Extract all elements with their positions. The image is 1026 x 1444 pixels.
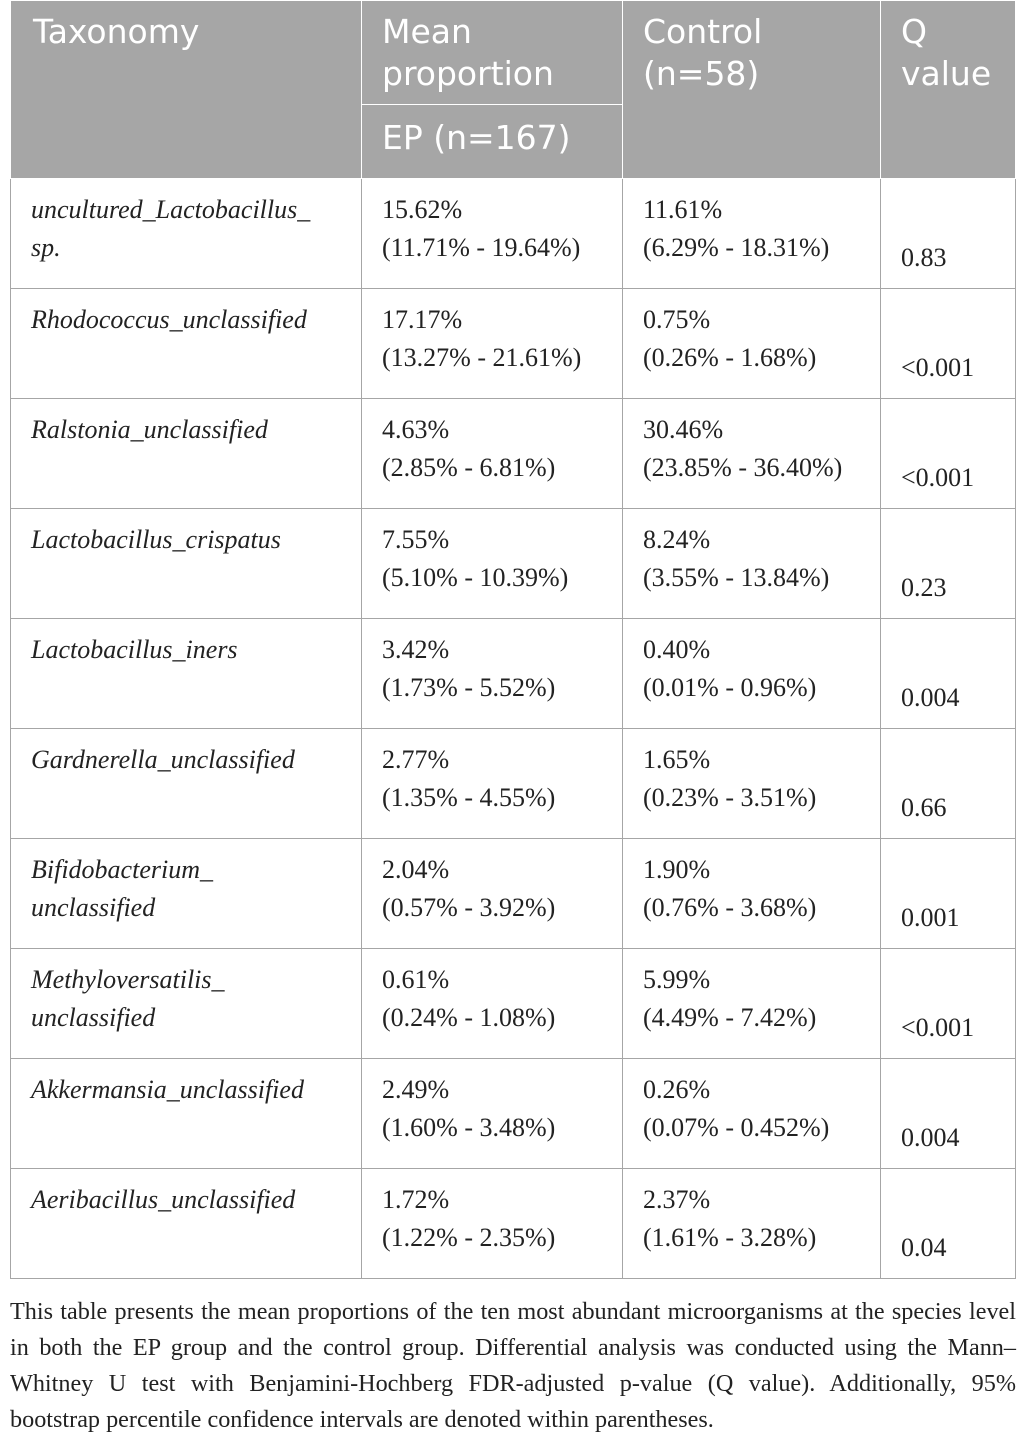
q-value-cell: 0.004	[881, 619, 1016, 729]
q-value-cell: 0.23	[881, 509, 1016, 619]
table-row	[11, 949, 1016, 1059]
ep-cell	[362, 399, 623, 509]
control-cell	[623, 399, 881, 509]
ep-mean-value: 2.49%	[382, 1075, 450, 1104]
control-cell	[623, 1059, 881, 1169]
control-mean-value: 2.37%	[643, 1185, 711, 1214]
control-confidence-interval: (0.76% - 3.68%)	[643, 893, 817, 922]
ep-mean-value: 15.62%	[382, 195, 463, 224]
control-confidence-interval: (4.49% - 7.42%)	[643, 1003, 817, 1032]
table-row	[11, 179, 1016, 289]
ep-cell	[362, 949, 623, 1059]
control-confidence-interval: (0.26% - 1.68%)	[643, 343, 817, 372]
control-cell	[623, 509, 881, 619]
ep-mean-value: 0.61%	[382, 965, 450, 994]
ep-cell	[362, 179, 623, 289]
control-confidence-interval: (0.01% - 0.96%)	[643, 673, 817, 702]
control-confidence-interval: (6.29% - 18.31%)	[643, 233, 830, 262]
control-mean-value: 30.46%	[643, 415, 724, 444]
ep-confidence-interval: (1.73% - 5.52%)	[382, 673, 556, 702]
ep-cell	[362, 509, 623, 619]
control-cell	[623, 1169, 881, 1279]
taxonomy-cell: Bifidobacterium_ unclassified	[11, 839, 362, 949]
header-mean-proportion: Mean proportion	[362, 1, 623, 105]
ep-confidence-interval: (1.22% - 2.35%)	[382, 1223, 556, 1252]
ep-confidence-interval: (13.27% - 21.61%)	[382, 343, 582, 372]
ep-mean-value: 17.17%	[382, 305, 463, 334]
table-row	[11, 729, 1016, 839]
table-row	[11, 509, 1016, 619]
table-row	[11, 1169, 1016, 1279]
q-value-cell: 0.001	[881, 839, 1016, 949]
ep-cell	[362, 619, 623, 729]
q-value-cell: 0.04	[881, 1169, 1016, 1279]
q-value-cell: 0.66	[881, 729, 1016, 839]
ep-confidence-interval: (2.85% - 6.81%)	[382, 453, 556, 482]
control-cell	[623, 619, 881, 729]
taxonomy-cell: Rhodococcus_unclassified	[11, 289, 362, 399]
control-confidence-interval: (0.23% - 3.51%)	[643, 783, 817, 812]
q-value-cell: 0.83	[881, 179, 1016, 289]
ep-mean-value: 1.72%	[382, 1185, 450, 1214]
ep-cell	[362, 289, 623, 399]
taxonomy-cell: Lactobacillus_iners	[11, 619, 362, 729]
control-confidence-interval: (0.07% - 0.452%)	[643, 1113, 830, 1142]
control-confidence-interval: (3.55% - 13.84%)	[643, 563, 830, 592]
taxonomy-cell: Methyloversatilis_ unclassified	[11, 949, 362, 1059]
control-mean-value: 1.90%	[643, 855, 711, 884]
control-mean-value: 5.99%	[643, 965, 711, 994]
taxonomy-cell: Ralstonia_unclassified	[11, 399, 362, 509]
control-mean-value: 0.26%	[643, 1075, 711, 1104]
ep-mean-value: 4.63%	[382, 415, 450, 444]
table-row	[11, 289, 1016, 399]
ep-mean-value: 7.55%	[382, 525, 450, 554]
table-body	[11, 179, 1016, 1279]
table-row	[11, 619, 1016, 729]
ep-confidence-interval: (1.60% - 3.48%)	[382, 1113, 556, 1142]
ep-confidence-interval: (11.71% - 19.64%)	[382, 233, 581, 262]
table-row	[11, 1059, 1016, 1169]
header-q-value: Q value	[881, 1, 1016, 179]
control-mean-value: 0.40%	[643, 635, 711, 664]
data-table	[10, 0, 1016, 1279]
header-control: Control (n=58)	[623, 1, 881, 179]
control-mean-value: 1.65%	[643, 745, 711, 774]
ep-mean-value: 3.42%	[382, 635, 450, 664]
ep-cell	[362, 839, 623, 949]
header-ep: EP (n=167)	[362, 105, 623, 179]
table-row	[11, 839, 1016, 949]
ep-confidence-interval: (0.24% - 1.08%)	[382, 1003, 556, 1032]
table-header	[11, 1, 1016, 179]
ep-confidence-interval: (5.10% - 10.39%)	[382, 563, 569, 592]
table-caption: This table presents the mean proportions of the ten most abundant microorganisms at the species level in both the EP group and the control group. Differential analysis was conducted using the Mann–Whitney U test with Benjamini-Hochberg FDR-adjusted p-value (Q value). Additionally, 95% bootstrap percentile confidence intervals are denoted within parentheses.	[10, 1298, 1016, 1433]
control-confidence-interval: (23.85% - 36.40%)	[643, 453, 843, 482]
control-confidence-interval: (1.61% - 3.28%)	[643, 1223, 817, 1252]
ep-cell	[362, 1059, 623, 1169]
control-mean-value: 0.75%	[643, 305, 711, 334]
table-container	[10, 0, 1015, 1279]
taxonomy-cell: Gardnerella_unclassified	[11, 729, 362, 839]
header-taxonomy: Taxonomy	[11, 1, 362, 179]
control-cell	[623, 179, 881, 289]
ep-confidence-interval: (1.35% - 4.55%)	[382, 783, 556, 812]
ep-mean-value: 2.04%	[382, 855, 450, 884]
q-value-cell: <0.001	[881, 399, 1016, 509]
q-value-cell: <0.001	[881, 289, 1016, 399]
taxonomy-cell: Lactobacillus_crispatus	[11, 509, 362, 619]
ep-cell	[362, 729, 623, 839]
control-mean-value: 8.24%	[643, 525, 711, 554]
control-cell	[623, 839, 881, 949]
ep-cell	[362, 1169, 623, 1279]
taxonomy-cell: uncultured_Lactobacillus_ sp.	[11, 179, 362, 289]
control-cell	[623, 949, 881, 1059]
control-mean-value: 11.61%	[643, 195, 723, 224]
control-cell	[623, 729, 881, 839]
taxonomy-cell: Aeribacillus_unclassified	[11, 1169, 362, 1279]
taxonomy-cell: Akkermansia_unclassified	[11, 1059, 362, 1169]
control-cell	[623, 289, 881, 399]
q-value-cell: <0.001	[881, 949, 1016, 1059]
table-row	[11, 399, 1016, 509]
ep-confidence-interval: (0.57% - 3.92%)	[382, 893, 556, 922]
ep-mean-value: 2.77%	[382, 745, 450, 774]
q-value-cell: 0.004	[881, 1059, 1016, 1169]
